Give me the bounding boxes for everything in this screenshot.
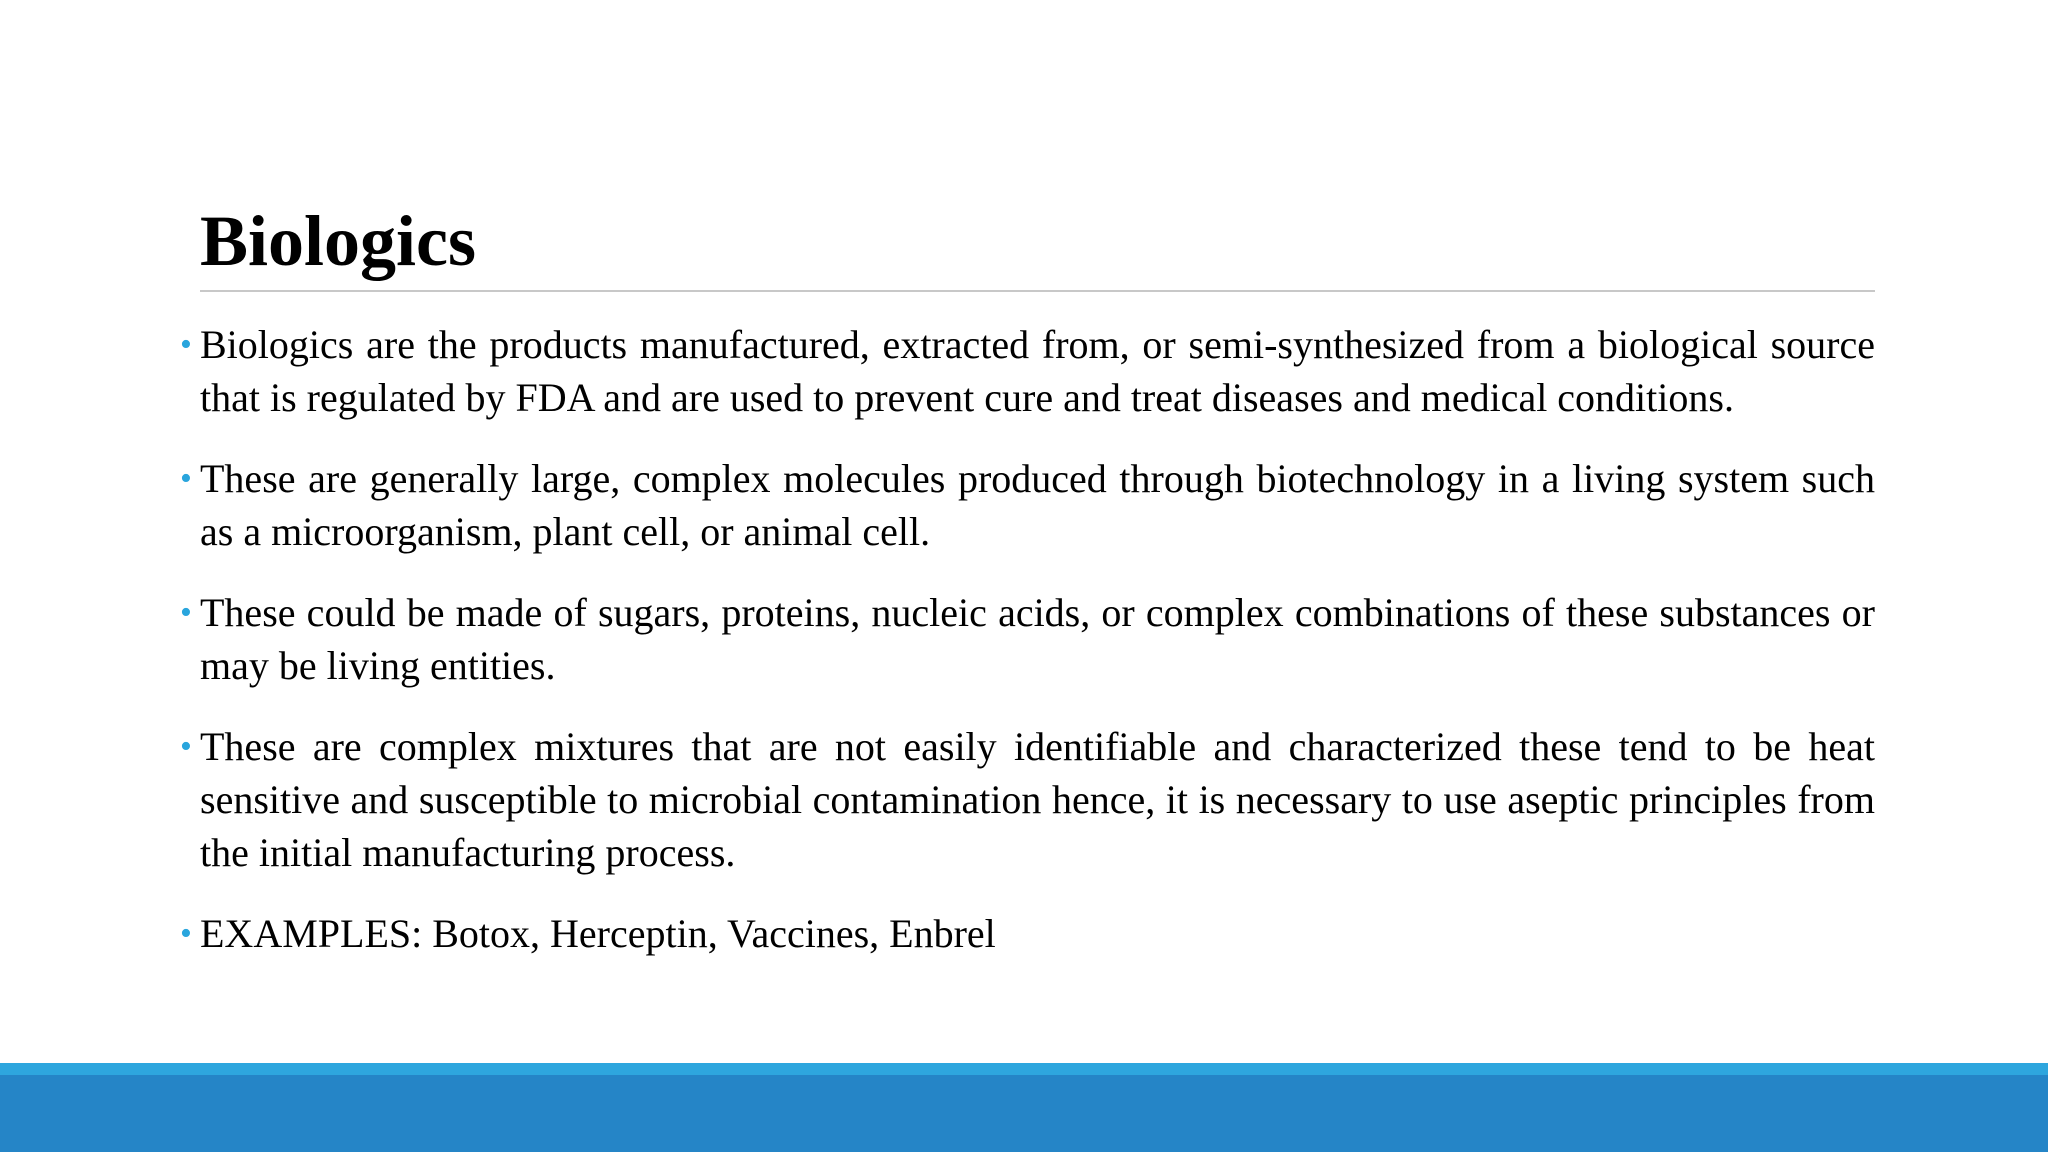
bullet-icon: • [180, 728, 192, 765]
bullet-icon: • [180, 915, 192, 952]
bullet-text: These could be made of sugars, proteins, nucleic acids, or complex combinations of these substances or may be living entities. [200, 590, 1875, 688]
title-divider [200, 290, 1875, 292]
bullet-item [178, 318, 1875, 424]
slide-title: Biologics [200, 201, 477, 281]
bullet-text: These are generally large, complex molecules produced through biotechnology in a living system such as a microorganism, plant cell, or animal cell. [200, 456, 1875, 554]
bullet-icon: • [180, 326, 192, 363]
bullet-list [178, 318, 1875, 988]
bullet-icon: • [180, 460, 192, 497]
bullet-icon: • [180, 594, 192, 631]
bullet-item [178, 720, 1875, 879]
bullet-item [178, 586, 1875, 692]
bullet-text: Biologics are the products manufactured, extracted from, or semi-synthesized from a biological source that is regulated by FDA and are used to prevent cure and treat diseases and medical conditions. [200, 322, 1875, 420]
bullet-text: EXAMPLES: Botox, Herceptin, Vaccines, Enbrel [200, 911, 996, 956]
bullet-item [178, 907, 1875, 960]
footer-bar [0, 1075, 2048, 1152]
bullet-text: These are complex mixtures that are not easily identifiable and characterized these tend to be heat sensitive and susceptible to microbial contamination hence, it is necessary to use aseptic principles from the initial manufacturing process. [200, 724, 1875, 875]
bullet-item [178, 452, 1875, 558]
footer-accent-bar [0, 1063, 2048, 1075]
